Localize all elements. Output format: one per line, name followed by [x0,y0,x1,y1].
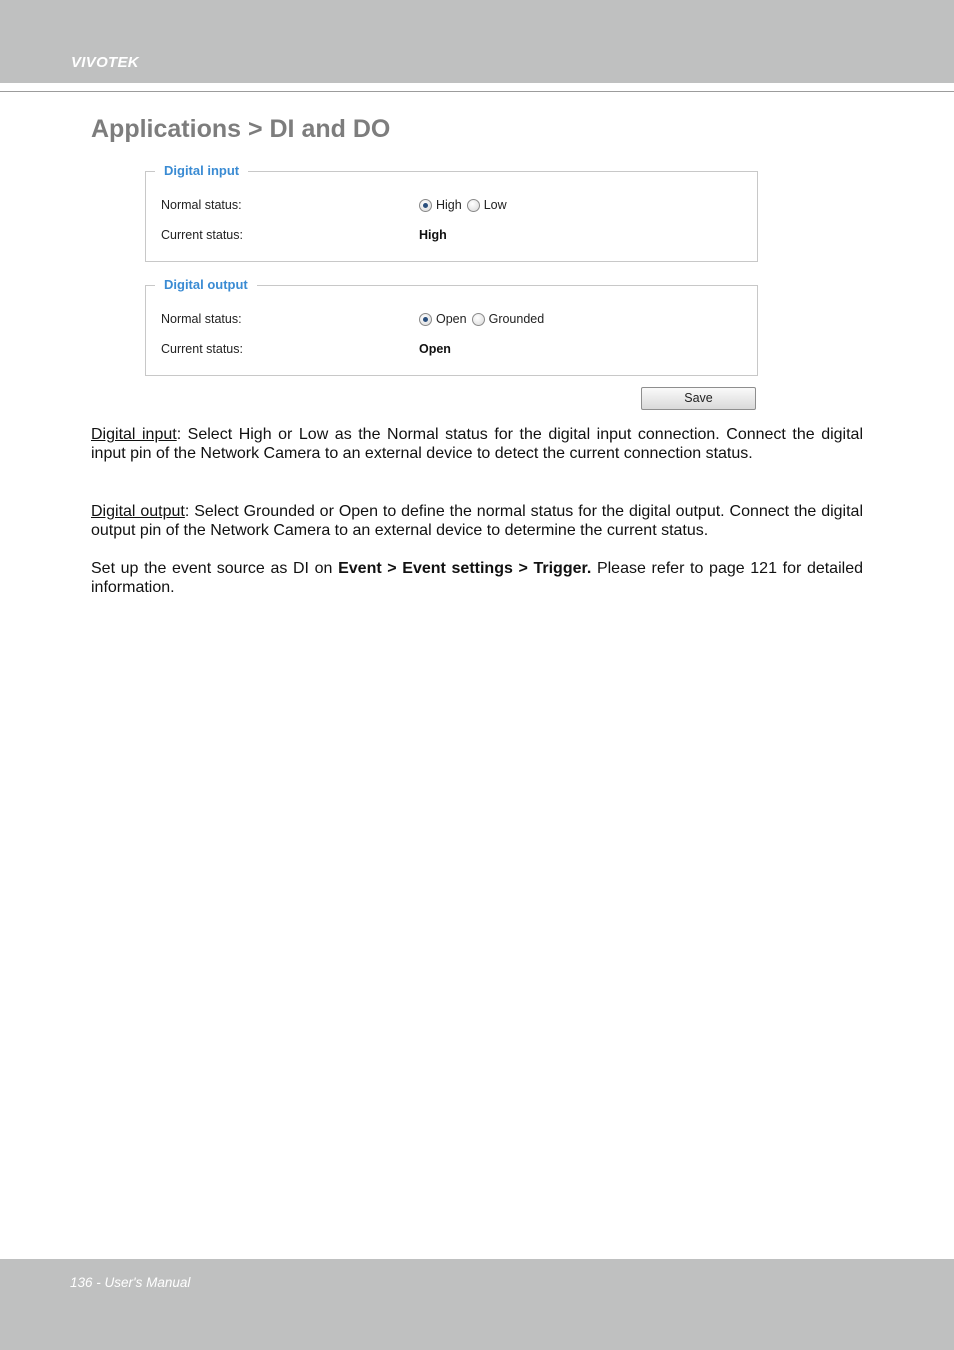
save-button[interactable]: Save [641,387,756,410]
di-normal-status-label: Normal status: [161,198,242,212]
term-digital-output: Digital output [91,503,185,520]
di-low-label[interactable]: Low [483,198,507,212]
do-current-status-label: Current status: [161,342,243,356]
do-open-label[interactable]: Open [436,312,467,326]
digital-input-legend: Digital input [155,163,248,178]
do-normal-status-options [419,312,549,326]
paragraph-event-source [91,559,863,598]
di-current-status-label: Current status: [161,228,243,242]
di-normal-status-options [419,198,512,212]
do-open-radio[interactable] [419,313,432,326]
do-normal-status-label: Normal status: [161,312,242,326]
do-grounded-radio[interactable] [472,313,485,326]
do-grounded-label[interactable]: Grounded [488,312,545,326]
term-digital-input: Digital input [91,426,177,443]
digital-output-legend: Digital output [155,277,257,292]
paragraph-digital-output [91,502,863,541]
paragraph-event-pre: Set up the event source as DI on [91,560,339,577]
event-path: Event > Event settings > Trigger. [338,560,592,577]
page-title: Applications > DI and DO [91,115,391,143]
footer-page-label: 136 - User's Manual [70,1275,191,1290]
di-low-radio[interactable] [467,199,480,212]
digital-output-group [145,277,758,376]
brand-logo: VIVOTEK [71,54,139,71]
paragraph-digital-input-text: : Select High or Low as the Normal status for the digital input connection. Connect the digital input pin of the Network Camera to an external device to detect the current connection status. [91,426,863,463]
do-current-status-value: Open [419,342,451,356]
paragraph-event-post: Please refer to page 121 for detailed information. [91,560,863,597]
digital-input-group [145,163,758,262]
paragraph-digital-output-text: : Select Grounded or Open to define the normal status for the digital output. Connect the digital output pin of the Network Camera to an external device to determine the current status. [91,503,863,540]
header-divider [0,91,954,92]
paragraph-digital-input [91,425,863,464]
di-high-label[interactable]: High [436,198,462,212]
di-high-radio[interactable] [419,199,432,212]
header-band [0,0,954,83]
di-current-status-value: High [419,228,447,242]
footer-band [0,1259,954,1350]
